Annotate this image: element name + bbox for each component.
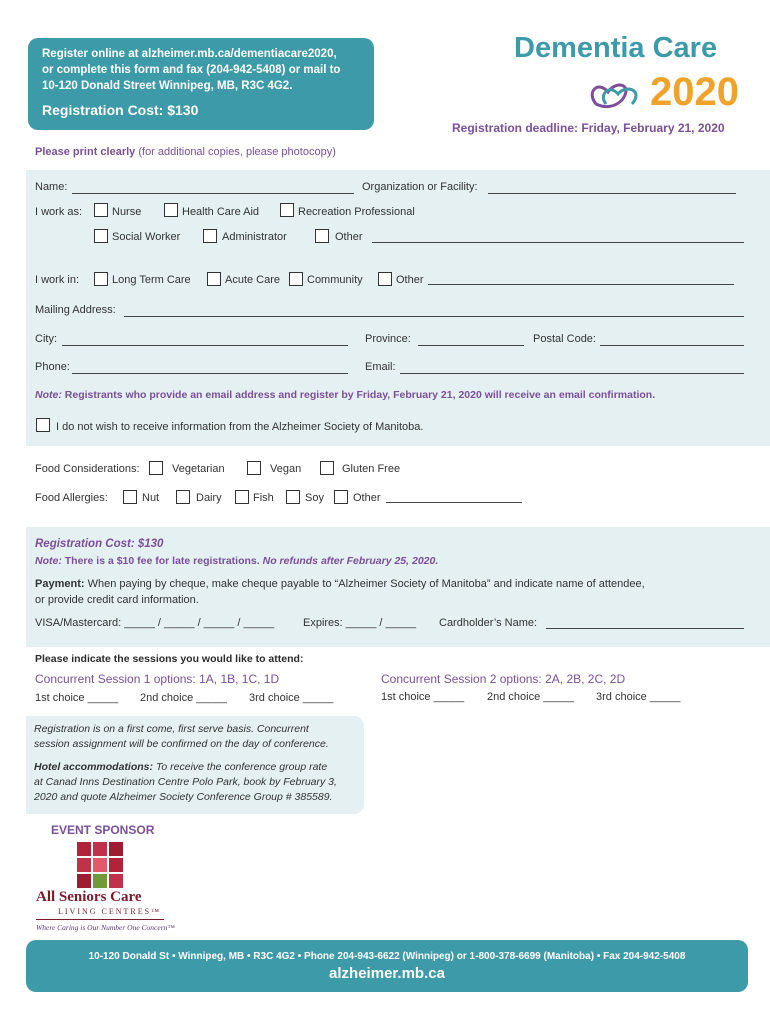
footer-address: 10-120 Donald St • Winnipeg, MB • R3C 4G2 • Phone 204-943-6622 (Winnipeg) or 1-800-378-6699 (Manitoba) • Fax 204-942-5408 (88, 951, 686, 962)
register-line-1: Register online at alzheimer.mb.ca/dementiacare2020, (42, 48, 337, 60)
hotel-line-1 (34, 760, 356, 775)
gluten-free-checkbox[interactable] (320, 461, 334, 475)
session-2-title: Concurrent Session 2 options: 2A, 2B, 2C, 2D (381, 672, 626, 686)
print-note: (for additional copies, please photocopy) (138, 146, 336, 158)
payment-label: Payment: (35, 578, 85, 590)
session-1-choice-2[interactable]: 2nd choice _____ (140, 692, 227, 704)
info-line-2: session assignment will be confirmed on the day of conference. (34, 738, 329, 750)
other-work-label: Other (335, 231, 363, 243)
hotel-text-1: To receive the conference group rate (155, 761, 328, 773)
info-line-1: Registration is on a first come, first serve basis. Concurrent (34, 723, 309, 735)
sponsor-divider (36, 919, 164, 920)
event-sponsor-label: EVENT SPONSOR (51, 823, 155, 837)
payment-text-1: When paying by cheque, make cheque payable to “Alzheimer Society of Manitoba” and indicate name of attendee, (87, 578, 645, 590)
social-worker-label: Social Worker (112, 231, 181, 243)
session-1-choice-3[interactable]: 3rd choice _____ (249, 692, 334, 704)
email-label: Email: (365, 361, 396, 373)
session-1-choice-1[interactable]: 1st choice _____ (35, 692, 119, 704)
province-field[interactable] (418, 345, 524, 346)
email-field[interactable] (400, 373, 744, 374)
email-note-label: Note: (35, 389, 62, 401)
administrator-checkbox[interactable] (203, 229, 217, 243)
hca-checkbox[interactable] (164, 203, 178, 217)
soy-checkbox[interactable] (286, 490, 300, 504)
other-work-field[interactable] (372, 242, 744, 243)
community-label: Community (307, 274, 363, 286)
sessions-heading: Please indicate the sessions you would like to attend: (35, 653, 304, 665)
other-work-checkbox[interactable] (315, 229, 329, 243)
ltc-label: Long Term Care (112, 274, 191, 286)
no-info-label: I do not wish to receive information from the Alzheimer Society of Manitoba. (56, 421, 424, 433)
phone-field[interactable] (72, 373, 348, 374)
org-label: Organization or Facility: (362, 181, 478, 193)
session-2-choice-1[interactable]: 1st choice _____ (381, 691, 465, 703)
city-label: City: (35, 333, 57, 345)
email-note (35, 389, 655, 401)
register-line-3: 10-120 Donald Street Winnipeg, MB, R3C 4G2. (42, 80, 293, 92)
footer-url[interactable]: alzheimer.mb.ca (329, 965, 445, 982)
other-allergy-label: Other (353, 492, 381, 504)
print-clearly: Please print clearly (35, 146, 136, 158)
province-label: Province: (365, 333, 411, 345)
registration-info-box (28, 38, 374, 130)
vegan-label: Vegan (270, 463, 302, 475)
city-field[interactable] (62, 345, 348, 346)
nut-label: Nut (142, 492, 160, 504)
phone-label: Phone: (35, 361, 70, 373)
mailing-label: Mailing Address: (35, 304, 116, 316)
recreation-checkbox[interactable] (280, 203, 294, 217)
work-as-label: I work as: (35, 206, 83, 218)
hca-label: Health Care Aid (182, 206, 260, 218)
other-place-label: Other (396, 274, 424, 286)
food-considerations-label: Food Considerations: (35, 463, 140, 475)
work-in-label: I work in: (35, 274, 80, 286)
vegetarian-checkbox[interactable] (149, 461, 163, 475)
nurse-checkbox[interactable] (94, 203, 108, 217)
hotel-text-2: at Canad Inns Destination Centre Polo Park, book by February 3, (34, 776, 337, 788)
print-instructions (35, 146, 336, 158)
gluten-free-label: Gluten Free (342, 463, 401, 475)
postal-label: Postal Code: (533, 333, 596, 345)
nurse-label: Nurse (112, 206, 142, 218)
session-2-choice-2[interactable]: 2nd choice _____ (487, 691, 574, 703)
session-2-choice-3[interactable]: 3rd choice _____ (596, 691, 681, 703)
info-box (26, 716, 364, 814)
session-1-title: Concurrent Session 1 options: 1A, 1B, 1C, 1D (35, 672, 280, 686)
mailing-field[interactable] (124, 316, 744, 317)
soy-label: Soy (305, 492, 324, 504)
visa-field[interactable]: VISA/Mastercard: _____ / _____ / _____ / _____ (35, 617, 275, 629)
registration-deadline: Registration deadline: Friday, February 21, 2020 (452, 121, 725, 135)
vegan-checkbox[interactable] (247, 461, 261, 475)
org-field[interactable] (488, 193, 736, 194)
email-note-text: Registrants who provide an email address and register by Friday, February 21, 2020 will receive an email confirmation. (64, 389, 656, 401)
fish-checkbox[interactable] (235, 490, 249, 504)
postal-field[interactable] (600, 345, 744, 346)
other-allergy-checkbox[interactable] (334, 490, 348, 504)
footer-box (26, 940, 748, 992)
recreation-label: Recreation Professional (298, 206, 415, 218)
fish-label: Fish (253, 492, 274, 504)
hotel-label: Hotel accommodations: (34, 761, 154, 773)
late-fee-note (35, 555, 438, 567)
dairy-checkbox[interactable] (176, 490, 190, 504)
name-label: Name: (35, 181, 68, 193)
acute-checkbox[interactable] (207, 272, 221, 286)
sponsor-tagline: Where Caring is Our Number One Concern™ (36, 923, 175, 932)
community-checkbox[interactable] (289, 272, 303, 286)
ltc-checkbox[interactable] (94, 272, 108, 286)
logo-text: Dementia Care (514, 32, 718, 64)
hotel-text-3: 2020 and quote Alzheimer Society Conference Group # 385589. (34, 791, 333, 803)
payment-cost: Registration Cost: $130 (35, 538, 164, 550)
late-fee-label: Note: (35, 555, 62, 567)
other-place-checkbox[interactable] (378, 272, 392, 286)
dairy-label: Dairy (196, 492, 222, 504)
administrator-label: Administrator (222, 231, 287, 243)
sponsor-subname: LIVING CENTRES™ (58, 907, 161, 916)
cardholder-field[interactable] (546, 628, 744, 629)
registration-cost: Registration Cost: $130 (42, 102, 199, 118)
vegetarian-label: Vegetarian (172, 463, 225, 475)
logo-year: 2020 (650, 70, 739, 114)
cardholder-label: Cardholder’s Name: (439, 617, 538, 629)
expires-field[interactable]: Expires: _____ / _____ (303, 617, 417, 629)
name-field[interactable] (72, 193, 354, 194)
payment-text-2: or provide credit card information. (35, 594, 199, 606)
other-place-field[interactable] (428, 284, 734, 285)
no-refund-text: No refunds after February 25, 2020. (262, 555, 439, 567)
dementia-care-logo (512, 30, 748, 120)
no-info-checkbox[interactable] (36, 418, 50, 432)
social-worker-checkbox[interactable] (94, 229, 108, 243)
nut-checkbox[interactable] (123, 490, 137, 504)
register-line-2: or complete this form and fax (204-942-5408) or mail to (42, 64, 341, 76)
other-allergy-field[interactable] (386, 502, 522, 503)
acute-label: Acute Care (225, 274, 281, 286)
payment-line-1 (35, 578, 645, 590)
all-seniors-care-logo-icon (77, 842, 123, 888)
late-fee-text: There is a $10 fee for late registrations. (64, 555, 260, 567)
heart-swirl-icon (586, 74, 648, 114)
sponsor-name: All Seniors Care (36, 889, 142, 905)
food-allergies-label: Food Allergies: (35, 492, 108, 504)
